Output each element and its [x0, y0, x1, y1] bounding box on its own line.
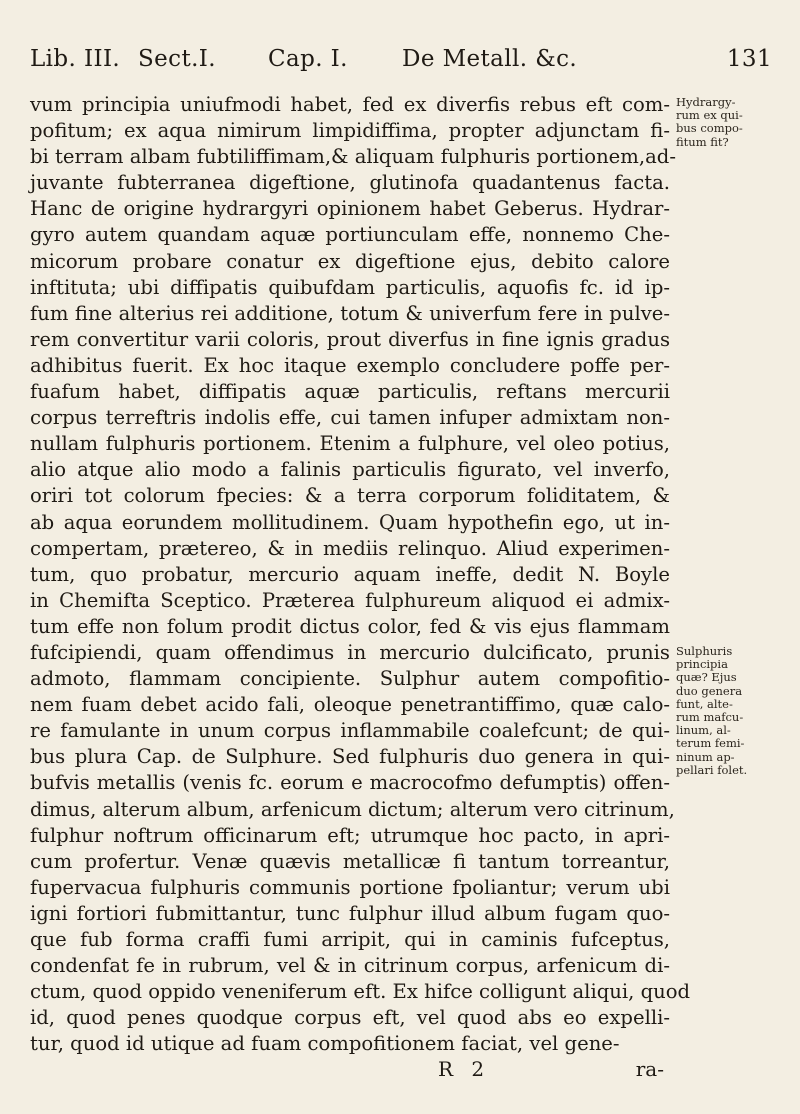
text-line: corpus terreftris indolis effe, cui tamen infuper admixtam non-	[30, 406, 670, 430]
text-line: cum profertur. Venæ quævis metallicæ fi tantum torreantur,	[30, 849, 670, 873]
header-section: Sect.I.	[138, 46, 216, 72]
body-text	[30, 92, 691, 1057]
margin-note-line: duo genera	[676, 683, 743, 698]
text-line: tum effe non folum prodit dictus color, fed & vis ejus flammam	[30, 614, 670, 638]
text-line: condenfat fe in rubrum, vel & in citrinum corpus, arfenicum di-	[30, 954, 670, 978]
margin-note-line: Sulphuris	[676, 644, 733, 658]
text-line: Hanc de origine hydrargyri opinionem habet Geberus. Hydrar-	[30, 197, 670, 221]
text-line: vum principia uniufmodi habet, fed ex diverfis rebus eft com-	[30, 93, 670, 116]
text-line: id, quod penes quodque corpus eft, vel quod abs eo expelli-	[30, 1006, 670, 1030]
text-line: alio atque alio modo a falinis particulis figurato, vel inverfo,	[30, 458, 670, 482]
page-number: 131	[726, 46, 772, 72]
text-line: fulphur noftrum officinarum eft; utrumque hoc pacto, in apri-	[30, 823, 670, 847]
text-line: bi terram albam fubtiliffimam,& aliquam fulphuris portionem,ad-	[30, 145, 676, 169]
page-footer	[30, 1057, 670, 1085]
text-line: adhibitus fuerit. Ex hoc itaque exemplo concludere poffe per-	[30, 353, 670, 377]
margin-note-line: rum mafcu-	[676, 710, 744, 725]
header-title: De Metall. &c.	[402, 46, 578, 72]
text-line: dimus, alterum album, arfenicum dictum; alterum vero citrinum,	[30, 797, 675, 821]
text-line: rem convertitur varii coloris, prout diverfus in fine ignis gradus	[30, 327, 670, 351]
text-line: que fub forma craffi fumi arripit, qui in caminis fufceptus,	[30, 928, 670, 951]
margin-note-line: Hydrargy-	[676, 95, 736, 109]
header-book: Lib. III.	[30, 46, 121, 72]
margin-note-line: quæ? Ejus	[676, 670, 737, 685]
text-line: micorum probare conatur ex digeftione ejus, debito calore	[30, 249, 670, 273]
text-line: ab aqua eorundem mollitudinem. Quam hypothefin ego, ut in-	[30, 510, 670, 534]
margin-note-line: fitum fit?	[676, 134, 729, 149]
text-line: ctum, quod oppido veneniferum eft. Ex hifce colligunt aliqui, quod	[30, 980, 691, 1004]
text-line: tur, quod id utique ad fuam compofitionem faciat, vel gene-	[30, 1032, 620, 1056]
text-line: fufcipiendi, quam offendimus in mercurio dulcificato, prunis	[30, 640, 670, 664]
margin-note-line: ninum ap-	[676, 749, 735, 764]
margin-note-line: rum ex qui-	[676, 108, 743, 123]
text-line: compertam, prætereo, & in mediis relinquo. Aliud experimen-	[30, 536, 670, 560]
text-line: tum, quo probatur, mercurio aquam ineffe, dedit N. Boyle	[30, 562, 670, 586]
text-line: bus plura Cap. de Sulphure. Sed fulphuris duo genera in qui-	[30, 745, 670, 769]
signature-mark: R 2	[438, 1057, 491, 1081]
text-line: bufvis metallis (venis fc. eorum e macrocofmo defumptis) offen-	[30, 771, 670, 795]
margin-note-line: terum femi-	[676, 736, 745, 751]
text-line: oriri tot colorum fpecies: & a terra corporum foliditatem, &	[30, 484, 670, 508]
catchword: ra-	[635, 1057, 664, 1081]
text-line: pofitum; ex aqua nimirum limpidiffima, propter adjunctam fi-	[30, 119, 670, 143]
text-line: admoto, flammam concipiente. Sulphur autem compofitio-	[30, 667, 670, 691]
margin-note-line: pellari folet.	[676, 762, 748, 777]
running-header	[30, 46, 800, 86]
text-line: nem fuam debet acido fali, oleoque penetrantiffimo, quæ calo-	[30, 693, 670, 717]
margin-note-line: funt, alte-	[676, 696, 733, 711]
margin-note-sulphur	[676, 645, 792, 777]
text-line: fum fine alterius rei additione, totum & univerfum fere in pulve-	[30, 301, 670, 325]
text-line: re famulante in unum corpus inflammabile coalefcunt; de qui-	[30, 719, 670, 743]
header-chapter: Cap. I.	[268, 46, 348, 72]
text-line: inftituta; ubi diffipatis quibufdam particulis, aquofis fc. id ip-	[30, 275, 670, 299]
text-line: juvante fubterranea digeftione, glutinofa quadantenus facta.	[30, 171, 670, 195]
text-line: gyro autem quandam aquæ portiunculam effe, nonnemo Che-	[30, 223, 670, 247]
margin-note-hydrargyrum	[676, 96, 792, 149]
text-line: nullam fulphuris portionem. Etenim a fulphure, vel oleo potius,	[30, 432, 670, 456]
margin-note-line: bus compo-	[676, 121, 743, 136]
text-line: igni fortiori fubmittantur, tunc fulphur illud album fugam quo-	[30, 901, 670, 925]
margin-note-line: principia	[676, 657, 728, 672]
text-line: in Chemifta Sceptico. Præterea fulphureum aliquod ei admix-	[30, 588, 670, 612]
text-line: fupervacua fulphuris communis portione fpoliantur; verum ubi	[30, 875, 670, 899]
margin-note-line: linum, al-	[676, 723, 731, 738]
text-line: fuafum habet, diffipatis aquæ particulis, reftans mercurii	[30, 380, 670, 404]
